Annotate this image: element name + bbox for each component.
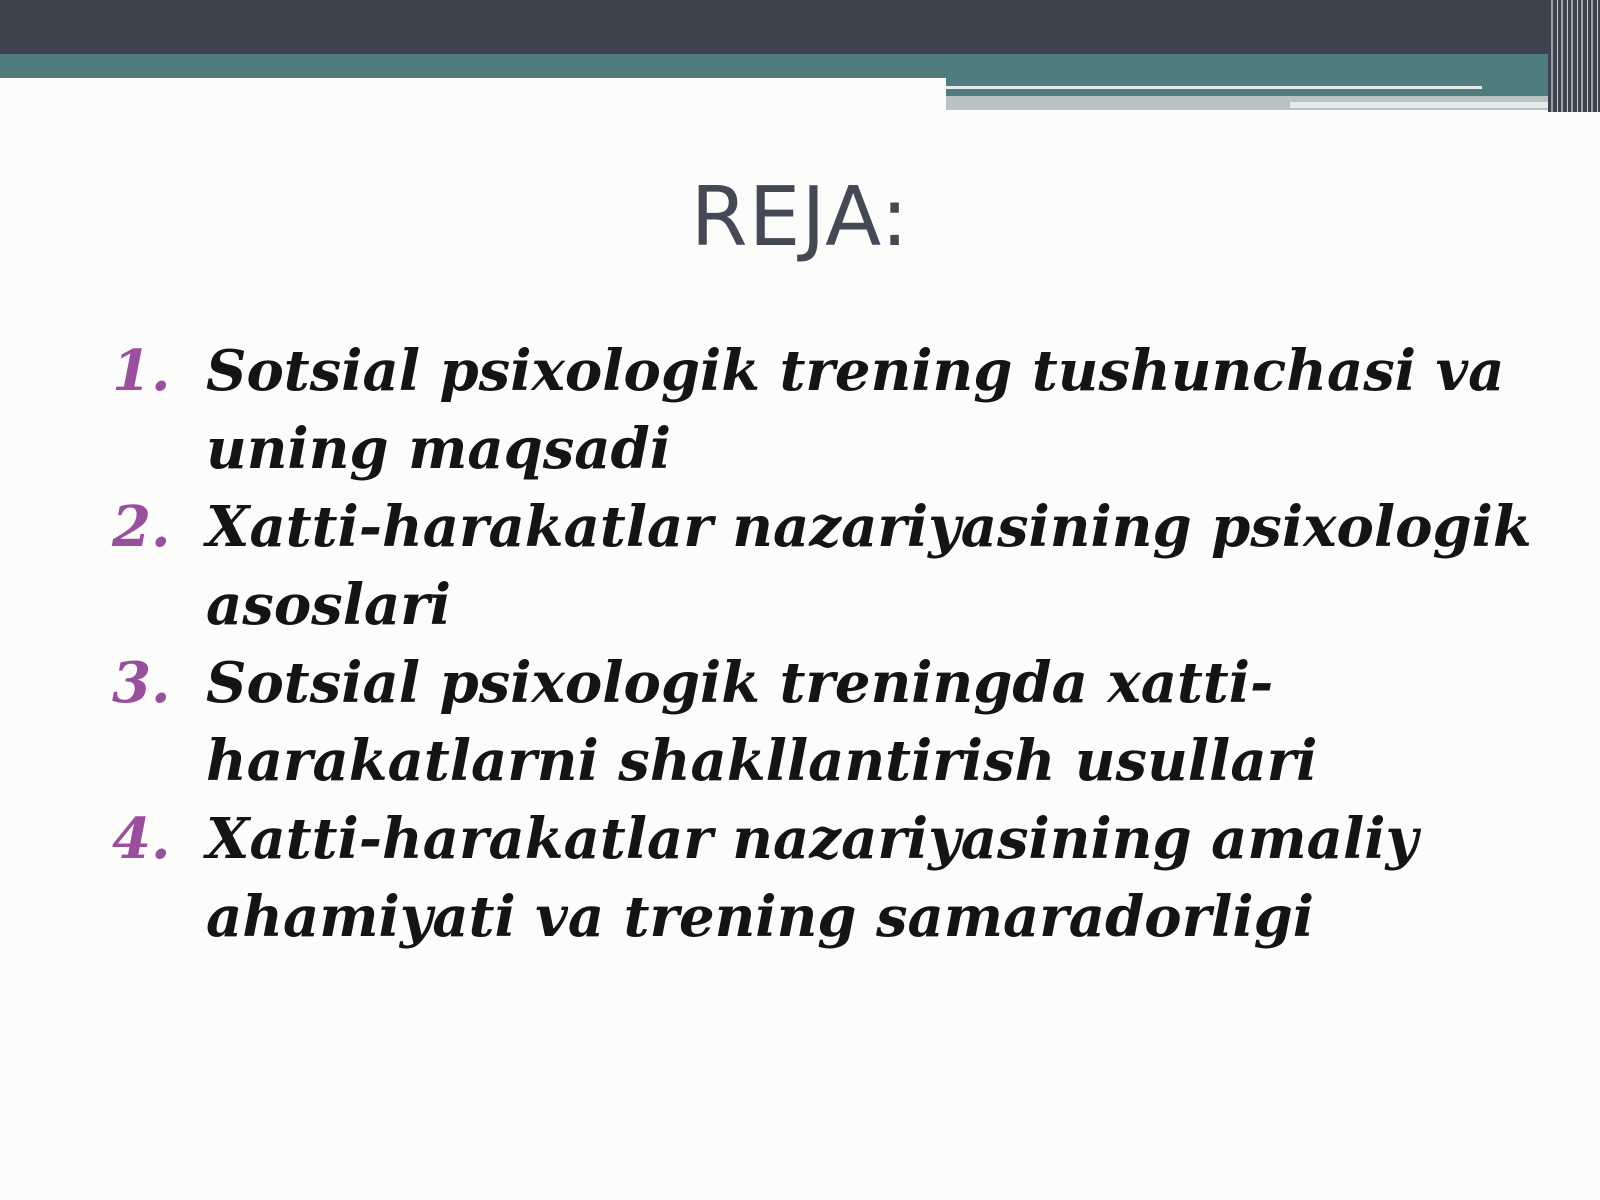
corner-stripes xyxy=(1548,0,1600,112)
top-highlight-line xyxy=(946,86,1482,89)
plan-item-text: Sotsial psixologik trening tushunchasi va uning maqsadi xyxy=(206,338,1505,482)
plan-list xyxy=(112,332,1552,956)
plan-item-text: Xatti-harakatlar nazariyasining amaliy ahamiyati va trening samaradorligi xyxy=(206,806,1419,950)
plan-item-text: Sotsial psixologik treningda xatti-harakatlarni shakllantirish usullari xyxy=(206,650,1318,794)
top-teal-bar xyxy=(0,54,1560,78)
plan-item-number: 4. xyxy=(112,806,171,872)
top-light-bar-inner xyxy=(1290,102,1566,108)
plan-item-number: 3. xyxy=(112,650,171,716)
plan-item-3 xyxy=(112,644,1552,800)
plan-item-2 xyxy=(112,488,1552,644)
plan-item-1 xyxy=(112,332,1552,488)
plan-item-number: 2. xyxy=(112,494,171,560)
slide-title: REJA: xyxy=(690,170,910,265)
plan-item-4 xyxy=(112,800,1552,956)
plan-item-number: 1. xyxy=(112,338,171,404)
plan-item-text: Xatti-harakatlar nazariyasining psixologik asoslari xyxy=(206,494,1532,638)
top-dark-bar xyxy=(0,0,1600,54)
